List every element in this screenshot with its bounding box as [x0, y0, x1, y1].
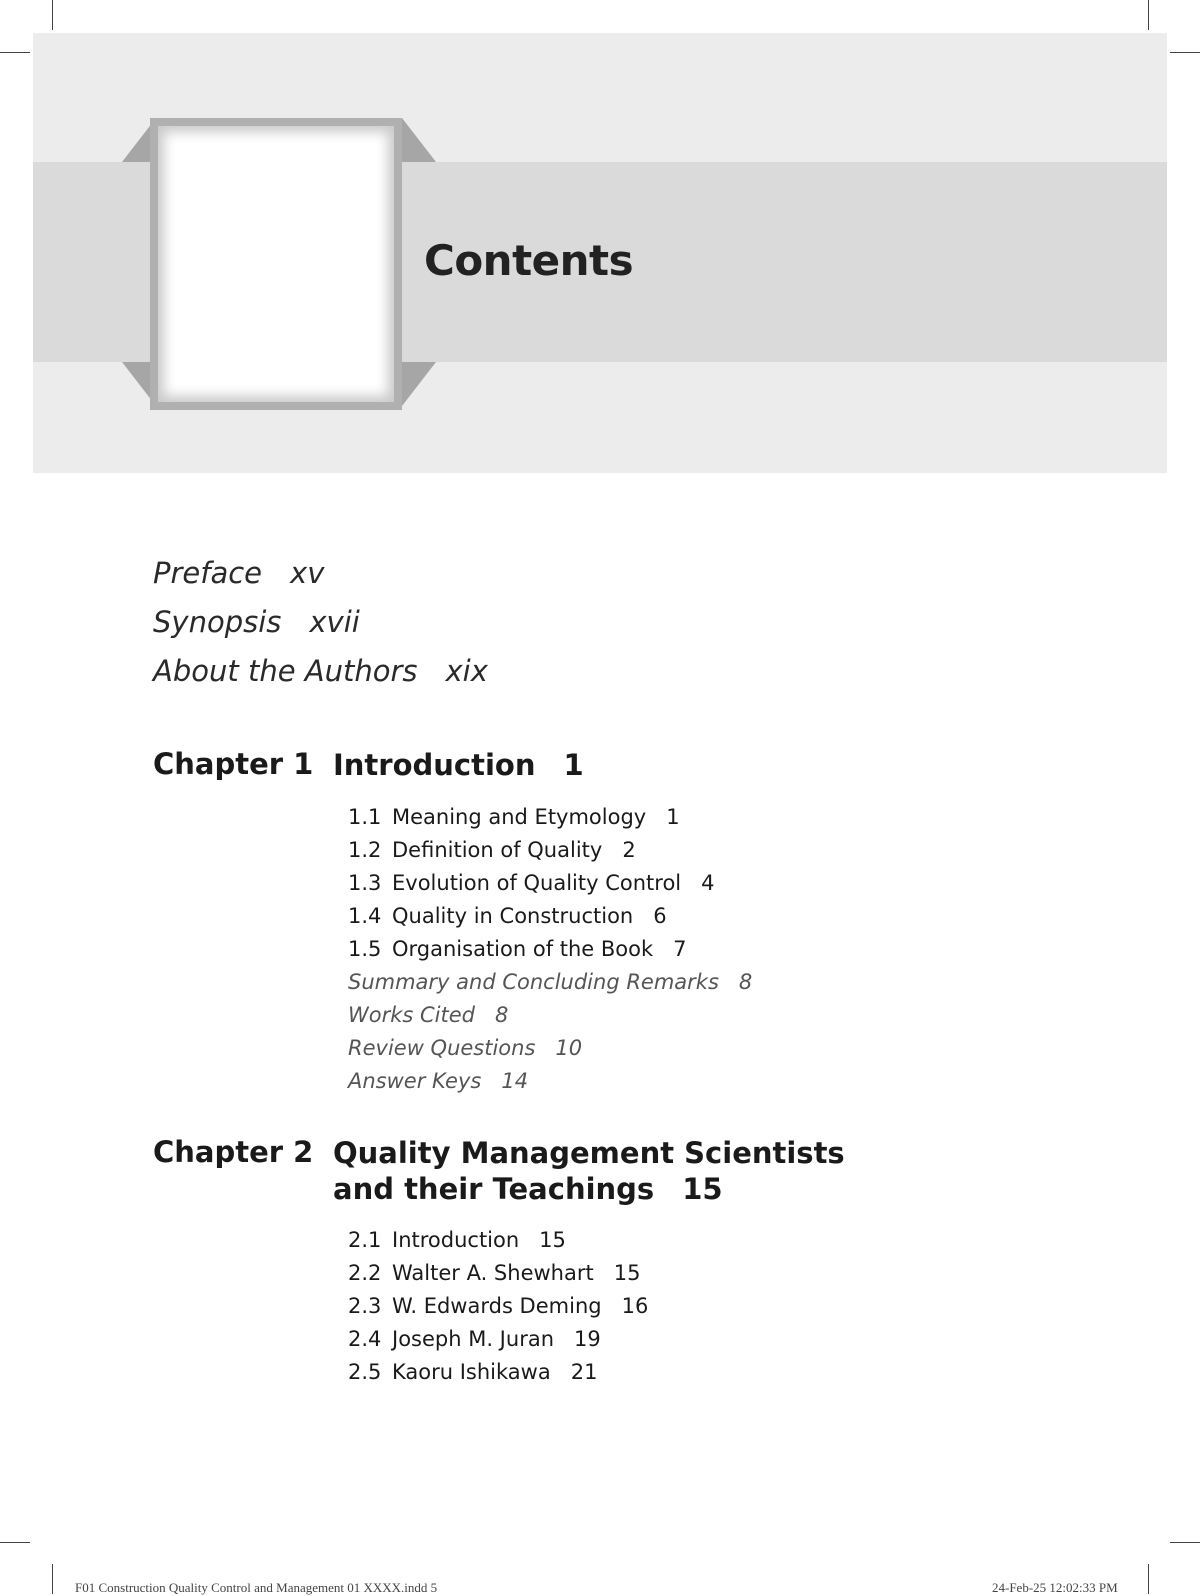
- toc-entry-title: About the Authors: [153, 654, 418, 688]
- toc-page-number: 8: [495, 1003, 509, 1027]
- crop-mark: [1148, 1564, 1149, 1594]
- footer-timestamp: 24-Feb-25 12:02:33 PM: [992, 1580, 1118, 1595]
- section-title: Walter A. Shewhart: [392, 1261, 594, 1285]
- crop-mark: [52, 0, 53, 30]
- toc-page-number: 2: [622, 838, 636, 862]
- toc-entry-title: Synopsis: [153, 605, 282, 639]
- toc-extra-entry[interactable]: [348, 970, 752, 994]
- toc-page-number: 4: [701, 871, 715, 895]
- toc-front-matter-item[interactable]: [153, 556, 324, 590]
- toc-page-number: 1: [563, 748, 584, 782]
- chapter-label: Chapter 2: [153, 1135, 314, 1169]
- toc-page-number: xvii: [309, 605, 360, 639]
- toc-page-number: 19: [574, 1327, 601, 1351]
- toc-extra-entry[interactable]: [348, 1003, 508, 1027]
- toc-front-matter-item[interactable]: [153, 605, 360, 639]
- toc-page-number: 16: [621, 1294, 649, 1318]
- section-title: Introduction: [392, 1228, 520, 1252]
- chapter-title[interactable]: [333, 747, 584, 783]
- section-number: 1.4: [348, 904, 382, 928]
- crop-mark: [1170, 52, 1200, 53]
- crop-mark: [0, 52, 30, 53]
- footer-file-name: F01 Construction Quality Control and Management 01 XXXX.indd 5: [75, 1580, 438, 1595]
- toc-front-matter-item[interactable]: [153, 654, 488, 688]
- frame-corner: [402, 362, 436, 406]
- toc-section-entry[interactable]: [348, 805, 680, 829]
- section-title: Quality in Construction: [392, 904, 634, 928]
- toc-page-number: 8: [738, 970, 753, 994]
- section-number: 1.1: [348, 805, 382, 829]
- chapter-title[interactable]: [333, 1135, 845, 1207]
- toc-page-number: 15: [682, 1172, 723, 1206]
- toc-entry-title: Preface: [153, 556, 263, 590]
- section-number: 2.1: [348, 1228, 382, 1252]
- toc-page-number: 10: [555, 1036, 583, 1060]
- toc-section-entry[interactable]: [348, 1228, 566, 1252]
- toc-section-entry[interactable]: [348, 937, 687, 961]
- decorative-frame: [150, 118, 402, 410]
- section-title: Definition of Quality: [392, 838, 603, 862]
- toc-extra-entry[interactable]: [348, 1069, 528, 1093]
- section-title: Joseph M. Juran: [392, 1327, 555, 1351]
- section-number: 2.5: [348, 1360, 382, 1384]
- toc-section-entry[interactable]: [348, 871, 715, 895]
- section-title: Evolution of Quality Control: [392, 871, 682, 895]
- toc-page-number: 6: [653, 904, 667, 928]
- toc-page-number: xix: [445, 654, 488, 688]
- toc-page-number: xv: [290, 556, 325, 590]
- section-number: 1.2: [348, 838, 382, 862]
- toc-page-number: 15: [539, 1228, 566, 1252]
- chapter-title-text: Quality Management Scientists: [333, 1136, 845, 1170]
- chapter-label: Chapter 1: [153, 747, 314, 781]
- toc-section-entry[interactable]: [348, 1327, 601, 1351]
- extra-title: Answer Keys: [348, 1069, 482, 1093]
- extra-title: Works Cited: [348, 1003, 476, 1027]
- frame-corner: [402, 118, 436, 162]
- section-title: Organisation of the Book: [392, 937, 654, 961]
- section-title: Kaoru Ishikawa: [392, 1360, 551, 1384]
- page-title: Contents: [424, 236, 634, 285]
- toc-section-entry[interactable]: [348, 904, 667, 928]
- section-number: 1.5: [348, 937, 382, 961]
- crop-mark: [1148, 0, 1149, 30]
- toc-page-number: 14: [501, 1069, 529, 1093]
- chapter-title-text: and their Teachings: [333, 1172, 655, 1206]
- crop-mark: [0, 1542, 30, 1543]
- toc-section-entry[interactable]: [348, 1294, 648, 1318]
- section-title: W. Edwards Deming: [392, 1294, 602, 1318]
- toc-page-number: 15: [613, 1261, 641, 1285]
- chapter-title-text: Introduction: [333, 748, 536, 782]
- section-number: 1.3: [348, 871, 382, 895]
- extra-title: Review Questions: [348, 1036, 536, 1060]
- toc-section-entry[interactable]: [348, 1261, 640, 1285]
- section-number: 2.2: [348, 1261, 382, 1285]
- frame-panel: [158, 126, 394, 402]
- toc-section-entry[interactable]: [348, 1360, 597, 1384]
- extra-title: Summary and Concluding Remarks: [348, 970, 719, 994]
- crop-mark: [52, 1564, 53, 1594]
- section-title: Meaning and Etymology: [392, 805, 647, 829]
- section-number: 2.3: [348, 1294, 382, 1318]
- toc-section-entry[interactable]: [348, 838, 636, 862]
- toc-page-number: 1: [666, 805, 680, 829]
- toc-page-number: 7: [673, 937, 687, 961]
- toc-page-number: 21: [570, 1360, 598, 1384]
- crop-mark: [1170, 1542, 1200, 1543]
- toc-extra-entry[interactable]: [348, 1036, 582, 1060]
- section-number: 2.4: [348, 1327, 382, 1351]
